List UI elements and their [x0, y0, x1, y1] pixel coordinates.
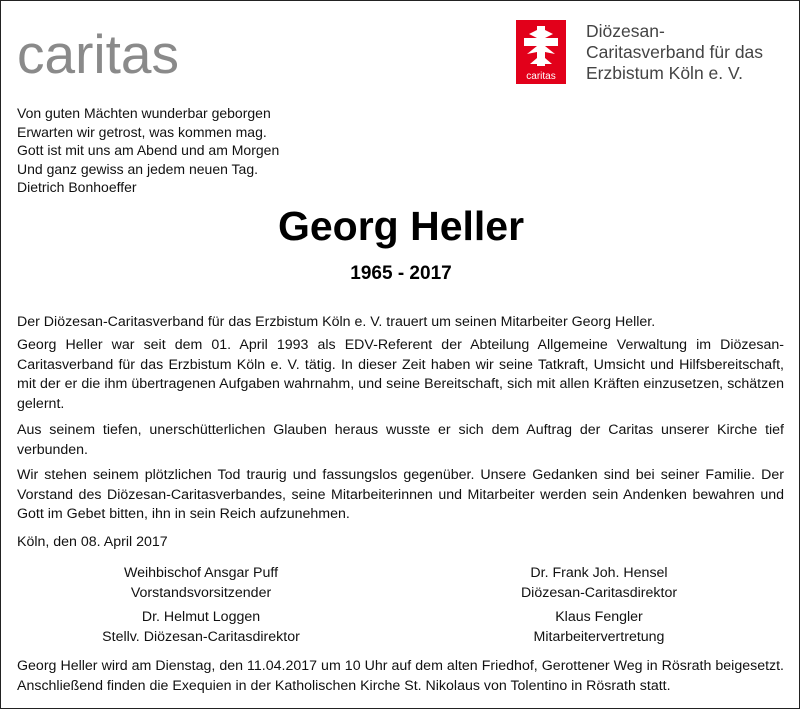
signatory	[41, 607, 361, 647]
deceased-name: Georg Heller	[277, 203, 525, 249]
faith-paragraph: Aus seinem tiefen, unerschütterlichen Glauben heraus wusste er sich dem Auftrag der Caritas unserer Kirche tief verbunden.	[17, 422, 784, 458]
poem-line: Erwarten wir getrost, was kommen mag.	[17, 123, 267, 140]
poem-quote	[17, 104, 279, 197]
signatory	[439, 563, 759, 603]
logo-label: caritas	[526, 71, 556, 82]
mourning-statement: Der Diözesan-Caritasverband für das Erzbistum Köln e. V. trauert um seinen Mitarbeiter Georg Heller.	[17, 314, 656, 330]
poem-line: Und ganz gewiss an jedem neuen Tag.	[17, 160, 259, 177]
life-years: 1965 - 2017	[350, 263, 452, 284]
organization-line: Diözesan-	[586, 21, 665, 41]
condolence-paragraph: Wir stehen seinem plötzlichen Tod traurig und fassungslos gegenüber. Unsere Gedanken sind bei seiner Familie. Der Vorstand des Diözesan-Caritasverbandes, seine Mitarbeiterinnen und Mitarbeiter werden sein Andenken bewahren und Gott im Gebet bitten, ihn in sein Reich aufzunehmen.	[17, 467, 784, 522]
signatory-role: Stellv. Diözesan-Caritasdirektor	[102, 629, 300, 645]
caritas-wordmark: caritas	[17, 23, 179, 85]
poem-line: Gott ist mit uns am Abend und am Morgen	[17, 142, 280, 158]
caritas-logo	[516, 20, 566, 84]
signatory	[41, 563, 361, 603]
place-date: Köln, den 08. April 2017	[17, 534, 168, 550]
signatory-name: Weihbischof Ansgar Puff	[123, 565, 279, 581]
career-paragraph: Georg Heller war seit dem 01. April 1993 als EDV-Referent der Abteilung Allgemeine Verwaltung im Diözesan-Caritasverband für das Erzbistum Köln e. V. tätig. In dieser Zeit haben wir seine Tatkraft, Umsicht und Hilfsbereitschaft, mit der er die ihm übertragenen Aufgaben wahrnahm, und seine Bereitschaft, sich mit allen Kräften einzusetzen, schätzen gelernt.	[17, 337, 784, 412]
signatory-role: Mitarbeitervertretung	[533, 629, 665, 645]
organization-line: Caritasverband für das	[586, 42, 764, 62]
signatory-name: Dr. Helmut Loggen	[141, 609, 261, 625]
signatory-name: Dr. Frank Joh. Hensel	[530, 565, 668, 581]
poem-author: Dietrich Bonhoeffer	[17, 179, 137, 195]
funeral-details: Georg Heller wird am Dienstag, den 11.04.2017 um 10 Uhr auf dem alten Friedhof, Gerottener Weg in Rösrath beigesetzt. Anschließend finden die Exequien in der Katholischen Kirche St. Nikolaus von Tolentino in Rösrath statt.	[17, 658, 784, 694]
signatory-role: Vorstandsvorsitzender	[130, 585, 272, 601]
organization-line: Erzbistum Köln e. V.	[586, 63, 743, 83]
signatory-role: Diözesan-Caritasdirektor	[520, 585, 678, 601]
signatory-name: Klaus Fengler	[555, 609, 643, 625]
caritas-flame-cross-icon	[516, 20, 566, 84]
organization-name	[586, 21, 763, 84]
poem-line: Von guten Mächten wunderbar geborgen	[17, 105, 271, 121]
signatory	[439, 607, 759, 647]
